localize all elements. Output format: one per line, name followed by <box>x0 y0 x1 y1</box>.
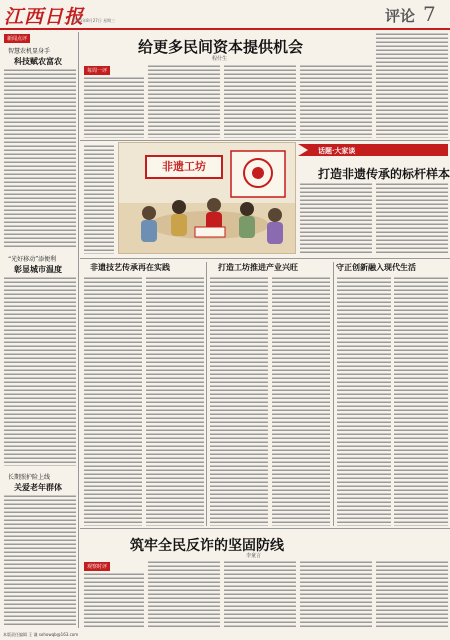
bottom-article-body <box>300 560 372 628</box>
sub-article-divider <box>333 262 334 526</box>
bottom-article-body <box>376 560 448 628</box>
sub-article-body <box>146 276 204 526</box>
sub-article-title: 非遗技艺传承再在实践 <box>90 262 170 272</box>
news-comment-tag: 新闻点评 <box>4 34 30 43</box>
topic-intro-body <box>376 182 448 254</box>
topic-title: 打造非遗传承的标杆样本 <box>318 167 450 181</box>
sub-article-body <box>337 276 391 526</box>
sub-article-divider <box>206 262 207 526</box>
bottom-article-body <box>148 560 220 628</box>
topic-rule <box>80 258 450 259</box>
left-item-heading: “光好移动”添便利 <box>8 256 57 263</box>
workshop-sign: 非遗工坊 <box>145 155 223 179</box>
paper-date: 2025年8月27日 星期三 <box>72 18 116 23</box>
left-item-heading: 长期照护险上线 <box>8 474 51 481</box>
section-name: 评论 <box>385 7 416 25</box>
main-article-body <box>376 32 448 138</box>
sub-article-body <box>272 276 330 526</box>
main-article-body <box>148 64 220 138</box>
left-item-body <box>4 68 76 248</box>
left-column-divider <box>78 32 79 628</box>
sub-article-body <box>394 276 448 526</box>
sub-article-body <box>84 276 142 526</box>
topic-intro-body <box>300 182 372 254</box>
left-item-subheading: 关爱老年群体 <box>14 482 62 492</box>
bottom-article-title: 筑牢全民反诈的坚固防线 <box>130 538 284 554</box>
bottom-article-body <box>224 560 296 628</box>
main-article-title: 给更多民间资本提供机会 <box>138 38 304 56</box>
masthead <box>0 0 450 30</box>
left-item-subheading: 彰显城市温度 <box>14 264 62 274</box>
paper-name: 江西日报 <box>4 6 85 28</box>
left-item-body <box>4 276 76 466</box>
sub-article-title: 守正创新融入现代生活 <box>336 262 416 272</box>
main-article-body <box>300 64 372 138</box>
left-item-subheading: 科技赋农富农 <box>14 56 62 66</box>
topic-intro-body <box>84 144 114 254</box>
bottom-article-byline: 李童言 <box>246 553 262 559</box>
topic-banner-label: 话题·大家谈 <box>318 146 356 155</box>
main-article-body <box>224 64 296 138</box>
bottom-article-body <box>84 572 144 628</box>
main-article-body <box>84 76 144 138</box>
main-article-rule <box>80 140 450 141</box>
left-item-body <box>4 494 76 626</box>
observation-tag: 观察时评 <box>84 562 110 571</box>
bottom-section-rule <box>80 528 450 529</box>
main-article-byline: 程什生 <box>212 56 228 62</box>
left-item-heading: 智慧农机显身手 <box>8 48 51 55</box>
sub-article-body <box>210 276 268 526</box>
weekly-comment-tag: 每周一评 <box>84 66 110 75</box>
sub-article-title: 打造工坊推进产业兴旺 <box>218 262 298 272</box>
topic-cartoon <box>118 142 296 254</box>
page-footer: 本版责任编辑 王 谦 sohowqb@163.com <box>3 632 79 637</box>
page-number: 7 <box>423 2 436 26</box>
